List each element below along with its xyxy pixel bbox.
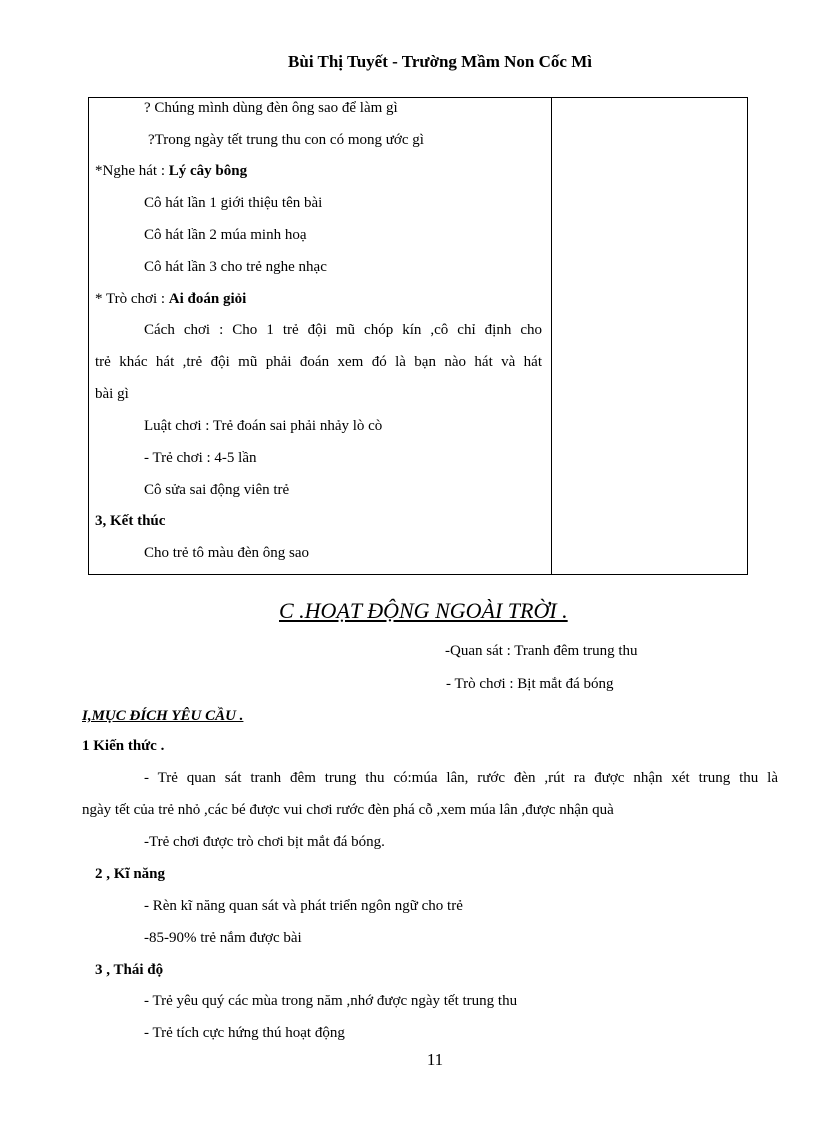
knowledge-line: ngày tết của trẻ nhỏ ,các bé được vui chơi rước đèn phá cỗ ,xem múa lân ,được nhận quà bbox=[82, 802, 614, 818]
table-line: Luật chơi : Trẻ đoán sai phải nhảy lò cò bbox=[144, 418, 383, 434]
table-line: ? Chúng mình dùng đèn ông sao để làm gì bbox=[144, 100, 398, 116]
table-line: Cô hát lần 3 cho trẻ nghe nhạc bbox=[144, 259, 327, 275]
table-line: Cô hát lần 2 múa minh hoạ bbox=[144, 227, 307, 243]
table-line: trẻ khác hát ,trẻ đội mũ phải đoán xem đó là bạn nào hát và hát bbox=[95, 354, 542, 370]
activity-observe: -Quan sát : Tranh đêm trung thu bbox=[445, 643, 638, 659]
purpose-heading: I,MỤC ĐÍCH YÊU CẦU . bbox=[82, 708, 244, 724]
page-header: Bùi Thị Tuyết - Trường Mầm Non Cốc Mì bbox=[288, 52, 592, 71]
skills-title: 2 , Kĩ năng bbox=[95, 866, 166, 882]
table-line: bài gì bbox=[95, 386, 129, 402]
table-column-divider bbox=[551, 98, 552, 574]
page-number: 11 bbox=[426, 1050, 444, 1069]
table-line: * Trò chơi : Ai đoán giỏi bbox=[95, 291, 247, 307]
table-line: Cho trẻ tô màu đèn ông sao bbox=[144, 545, 309, 561]
table-line: Cách chơi : Cho 1 trẻ đội mũ chóp kín ,cô chỉ định cho bbox=[144, 322, 542, 338]
activity-game: - Trò chơi : Bịt mắt đá bóng bbox=[446, 676, 614, 692]
skills-line: - Rèn kĩ năng quan sát và phát triển ngôn ngữ cho trẻ bbox=[144, 898, 463, 914]
section-title: C .HOẠT ĐỘNG NGOÀI TRỜI . bbox=[279, 598, 568, 623]
table-line: Cô sửa sai động viên trẻ bbox=[144, 482, 290, 498]
attitude-line: - Trẻ tích cực hứng thú hoạt động bbox=[144, 1025, 345, 1041]
attitude-title: 3 , Thái độ bbox=[95, 962, 164, 978]
knowledge-line: - Trẻ quan sát tranh đêm trung thu có:múa lân, rước đèn ,rút ra được nhận xét trung thu là bbox=[144, 770, 778, 786]
skills-line: -85-90% trẻ nắm được bài bbox=[144, 930, 302, 946]
knowledge-title: 1 Kiến thức . bbox=[82, 738, 165, 754]
knowledge-line: -Trẻ chơi được trò chơi bịt mắt đá bóng. bbox=[144, 834, 385, 850]
table-line: *Nghe hát : Lý cây bông bbox=[95, 163, 248, 179]
attitude-line: - Trẻ yêu quý các mùa trong năm ,nhớ được ngày tết trung thu bbox=[144, 993, 518, 1009]
table-line: - Trẻ chơi : 4-5 lần bbox=[144, 450, 257, 466]
table-line: Cô hát lần 1 giới thiệu tên bài bbox=[144, 195, 323, 211]
table-line: 3, Kết thúc bbox=[95, 513, 166, 529]
table-line: ?Trong ngày tết trung thu con có mong ước gì bbox=[148, 132, 424, 148]
